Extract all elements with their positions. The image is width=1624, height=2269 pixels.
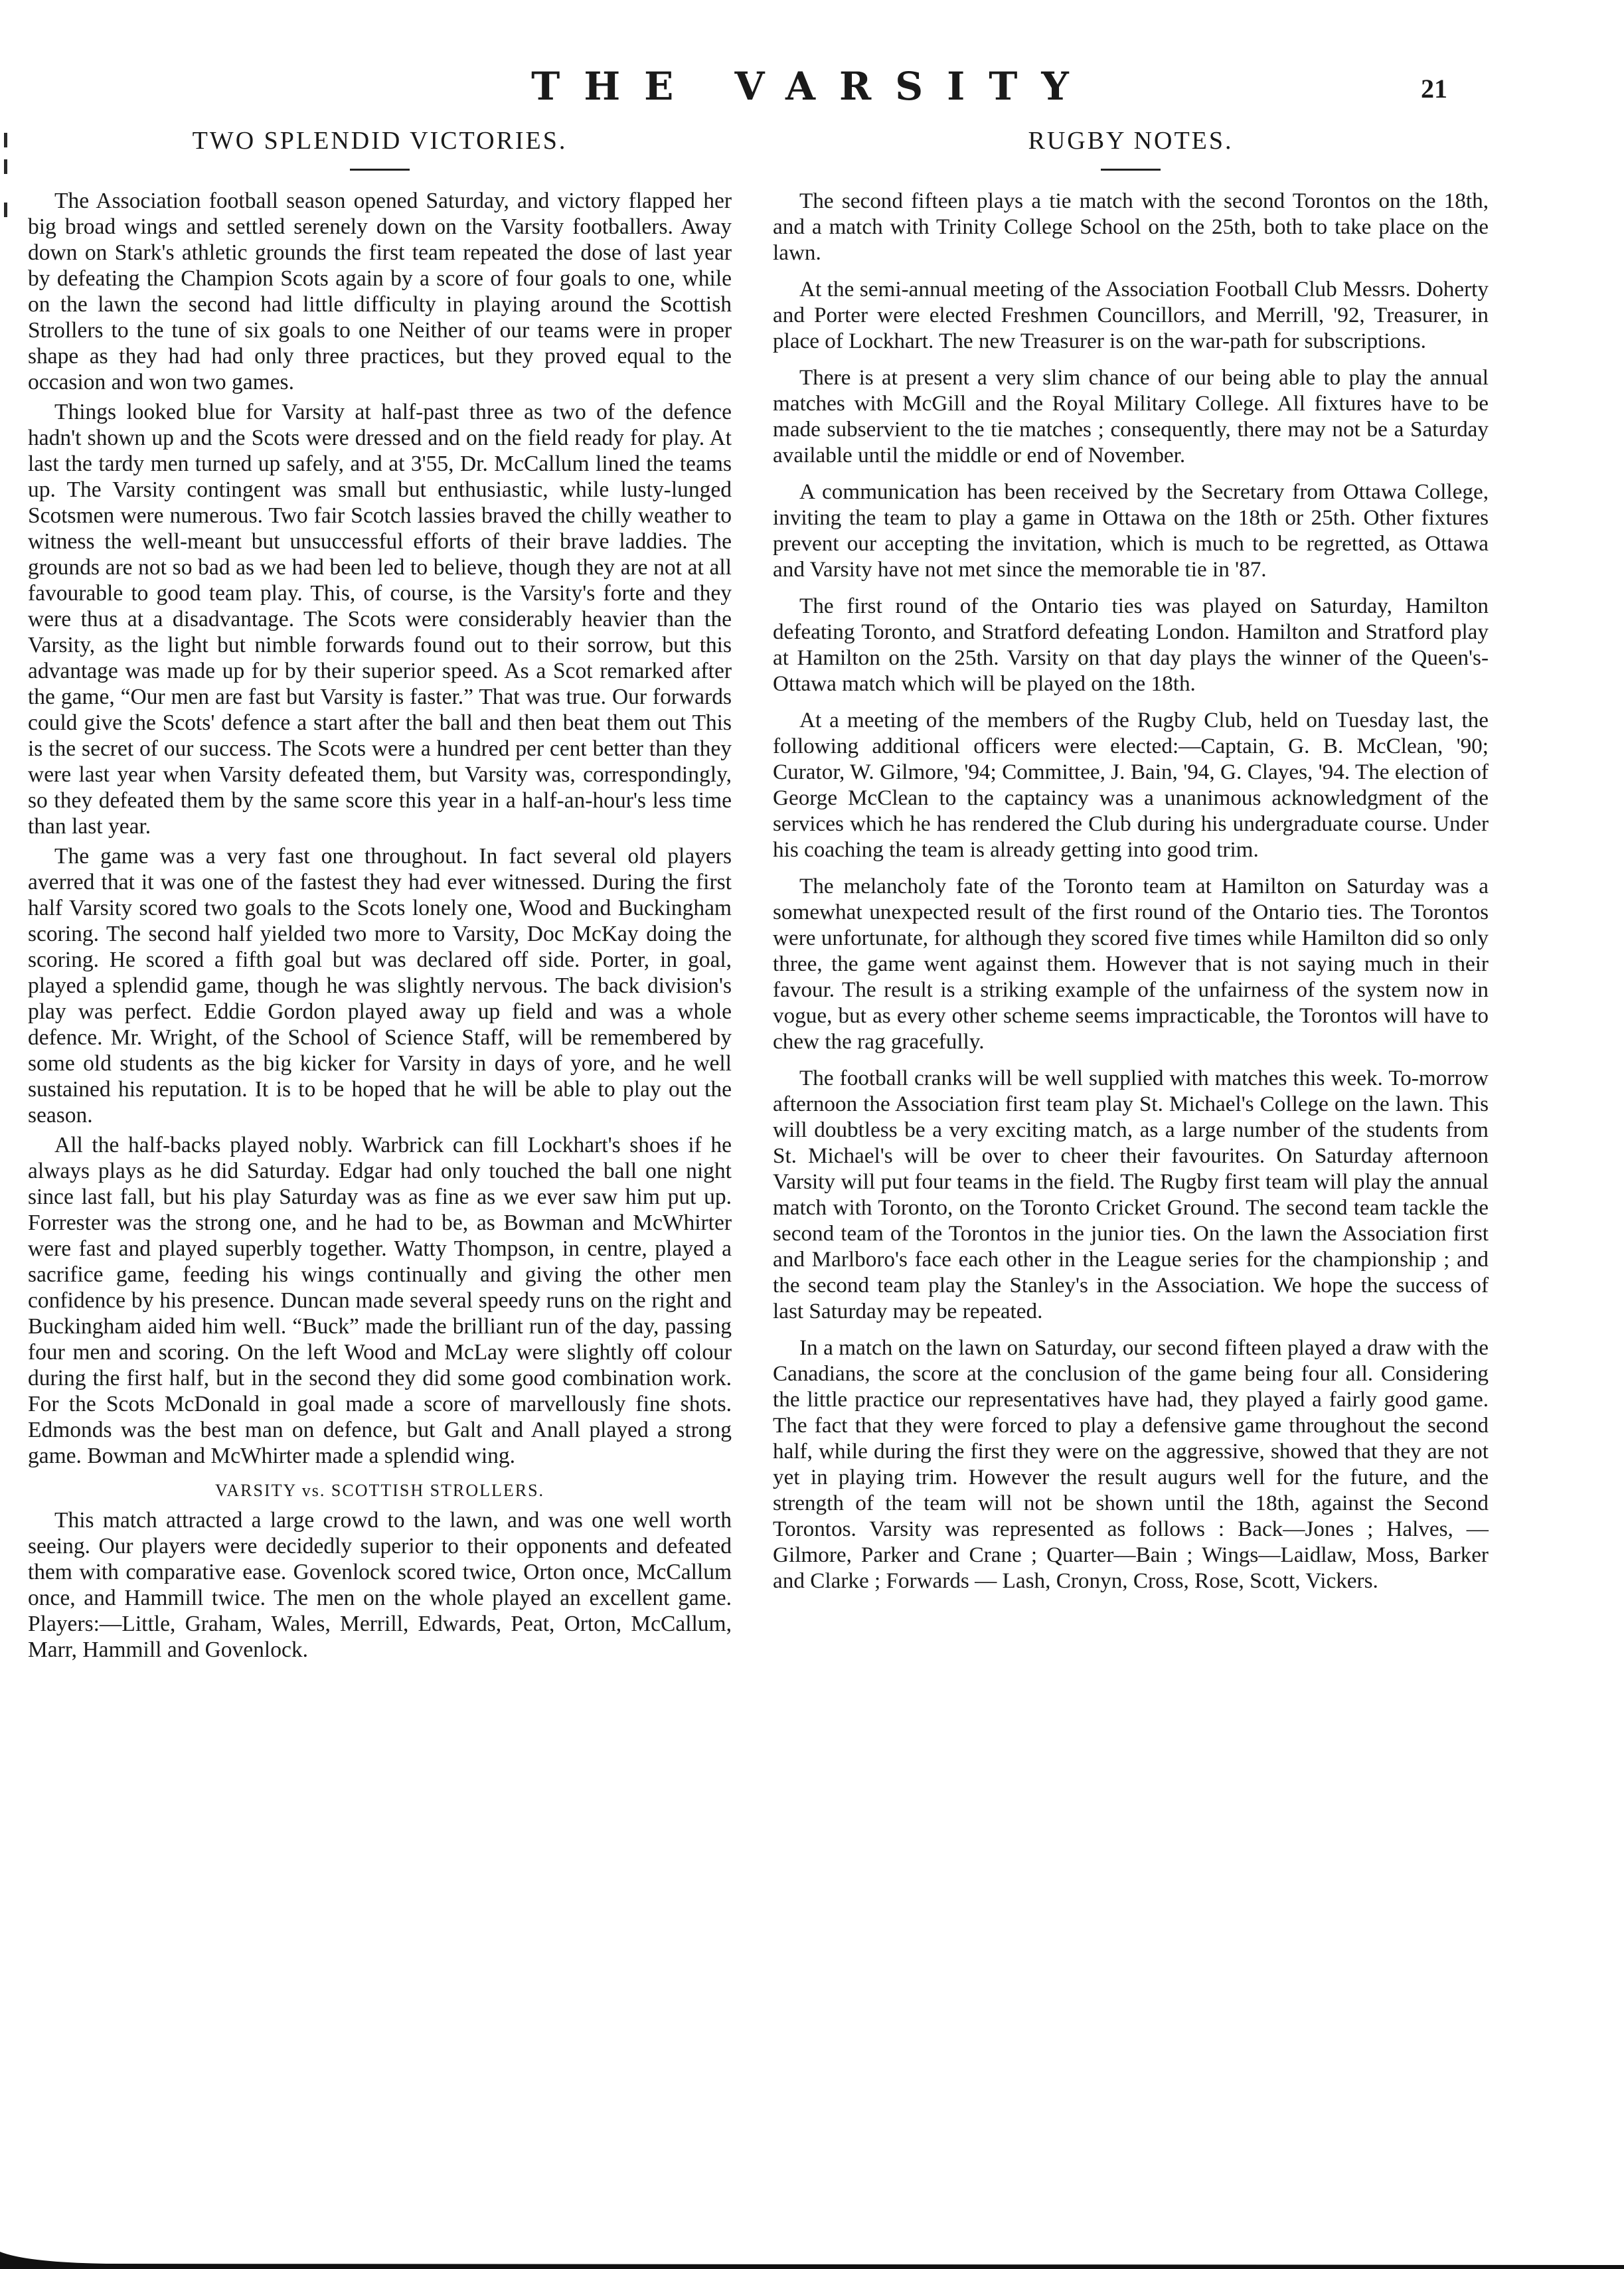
binding-edge xyxy=(0,0,17,2269)
article-heading: TWO SPLENDID VICTORIES. xyxy=(192,127,568,155)
notes-heading: RUGBY NOTES. xyxy=(1028,127,1234,155)
masthead-title: THE VARSITY xyxy=(531,64,1093,109)
edge-mark xyxy=(4,159,7,174)
match-subheading: VARSITY vs. SCOTTISH STROLLERS. xyxy=(214,1481,545,1500)
article-paragraph: Things looked blue for Varsity at half-past three as two of the defence hadn't shown up and the Scots were dressed and on the field ready for play. At last the tardy men turned up safely, and at 3'55, Dr. McCallum lined the teams up. The Varsity contingent was small but enthusiastic, while lusty-lunged Scotsmen were numerous. Two fair Scotch lassies braved the chilly weather to witness the well-meant but unsuccessful efforts of their brave laddies. The grounds are not so bad as we had been led to believe, though they are not at all favourable to good team play. This, of course, is the Varsity's forte and they were thus at a disadvantage. The Scots were considerably heavier than the Varsity, as the light but nimble forwards found out to their sorrow, but this advantage was made up for by their superior speed. As a Scot remarked after the game, “Our men are fast but Varsity is faster.” That was true. Our forwards could give the Scots' defence a start after the ball and then beat them out This is the secret of our success. The Scots were a hundred per cent better than they were last year when Varsity defeated them, but Varsity was, correspondingly, so they defeated them by the same score this year in a half-an-hour's less time than last year. xyxy=(28,400,732,839)
notes-paragraph: A communication has been received by the Secretary from Ottawa College, inviting the team to play a game in Ottawa on the 18th or 25th. Other fixtures prevent our accepting the invitation, which is much to be regretted, as Ottawa and Varsity have not met since the memorable tie in '87. xyxy=(773,479,1489,582)
edge-mark xyxy=(4,203,7,217)
heading-rule xyxy=(350,169,410,171)
notes-paragraph: At the semi-annual meeting of the Association Football Club Messrs. Doherty and Porter were elected Freshmen Councillors, and Merrill, '92, Treasurer, in place of Lockhart. The new Treasurer is on the war-path for subscriptions. xyxy=(773,277,1489,353)
left-column xyxy=(28,126,732,1667)
notes-paragraph: The first round of the Ontario ties was played on Saturday, Hamilton defeating Toronto, and Stratford defeating London. Hamilton and Stratford play at Hamilton on the 25th. Varsity on that day plays the winner of the Queen's-Ottawa match which will be played on the 18th. xyxy=(773,594,1489,696)
article-paragraph: This match attracted a large crowd to the lawn, and was one well worth seeing. Our players were decidedly superior to their opponents and defeated them with comparative ease. Govenlock scored twice, Orton once, McCallum once, and Hammill twice. The men on the whole played an excellent game. Players:—Little, Graham, Wales, Merrill, Edwards, Peat, Orton, McCallum, Marr, Hammill and Govenlock. xyxy=(28,1508,732,1662)
notes-paragraph: The melancholy fate of the Toronto team at Hamilton on Saturday was a somewhat unexpected result of the first round of the Ontario ties. The Torontos were unfortunate, for although they scored five times while Hamilton did so only three, the game went against them. However that is not saying much in their favour. The result is a striking example of the unfairness of the system now in vogue, but as every other scheme seems impracticable, the Torontos will have to chew the rag gracefully. xyxy=(773,874,1489,1054)
edge-mark xyxy=(4,133,7,147)
article-paragraph: All the half-backs played nobly. Warbrick can fill Lockhart's shoes if he always plays as he did Saturday. Edgar had only touched the ball one night since last fall, but his play Saturday was as fine as we ever saw him put up. Forrester was the strong one, and he had to be, as Bowman and McWhirter were fast and played superbly together. Watty Thompson, in centre, played a sacrifice game, feeding his wings continually and giving the other men confidence by his presence. Duncan made several speedy runs on the right and Buckingham aided him well. “Buck” made the brilliant run of the day, passing four men and scoring. On the left Wood and McLay were slightly off colour during the first half, but in the second they did some good combination work. For the Scots McDonald in goal made a score of marvellously fine shots. Edmonds was the best man on defence, but Galt and Anall played a strong game. Bowman and McWhirter made a splendid wing. xyxy=(28,1133,732,1468)
notes-paragraph: There is at present a very slim chance of our being able to play the annual matches with McGill and the Royal Military College. All fixtures have to be made subservient to the tie matches ; consequently, there may not be a Saturday available until the middle or end of November. xyxy=(773,365,1489,467)
right-column xyxy=(773,126,1489,1604)
heading-rule xyxy=(1101,169,1161,171)
notes-paragraph: The second fifteen plays a tie match with the second Torontos on the 18th, and a match with Trinity College School on the 25th, both to take place on the lawn. xyxy=(773,189,1489,265)
notes-paragraph: At a meeting of the members of the Rugby Club, held on Tuesday last, the following additional officers were elected:—Captain, G. B. McClean, '90; Curator, W. Gilmore, '94; Committee, J. Bain, '94, G. Clayes, '94. The election of George McClean to the captaincy was a unanimous acknowledgment of the services which he has rendered the Club during his undergraduate course. Under his coaching the team is already getting into good trim. xyxy=(773,708,1489,862)
article-paragraph: The game was a very fast one throughout. In fact several old players averred that it was one of the fastest they had ever witnessed. During the first half Varsity scored two goals to the Scots lonely one, Wood and Buckingham scoring. The second half yielded two more to Varsity, Doc McKay doing the scoring. He scored a fifth goal but was declared off side. Porter, in goal, played a splendid game, though he was slightly nervous. The back division's play was perfect. Eddie Gordon played away up field and was a whole defence. Mr. Wright, of the School of Science Staff, will be remembered by some old students as the big kicker for Varsity in days of yore, and he well sustained his reputation. It is to be hoped that he will be able to play out the season. xyxy=(28,844,732,1128)
notes-paragraph: In a match on the lawn on Saturday, our second fifteen played a draw with the Canadians, the score at the conclusion of the game being four all. Considering the little practice our representatives have had, they played a fairly good game. The fact that they were forced to play a defensive game throughout the second half, while during the first they were on the aggressive, showed that they are not yet in playing trim. However the result augurs well for the future, and the strength of the team will not be shown until the 18th, against the Second Torontos. Varsity was represented as follows : Back—Jones ; Halves, —Gilmore, Parker and Crane ; Quarter—Bain ; Wings—Laidlaw, Moss, Barker and Clarke ; Forwards — Lash, Cronyn, Cross, Rose, Scott, Vickers. xyxy=(773,1335,1489,1593)
article-paragraph: The Association football season opened Saturday, and victory flapped her big broad wings and settled serenely down on the Varsity footballers. Away down on Stark's athletic grounds the first team repeated the dose of last year by defeating the Champion Scots again by a score of four goals to one, while on the lawn the second had little difficulty in playing around the Scottish Strollers to the tune of six goals to one Neither of our teams were in proper shape as they had had only three practices, but they proved equal to the occasion and won two games. xyxy=(28,189,732,394)
page-number: 21 xyxy=(1421,74,1447,104)
page-curl-edge xyxy=(0,2248,1624,2269)
notes-paragraph: The football cranks will be well supplied with matches this week. To-morrow afternoon the Association first team play St. Michael's College on the lawn. This will doubtless be a very exciting match, as a large number of the students from St. Michael's will be over to cheer their favourites. On Saturday afternoon Varsity will put four teams in the field. The Rugby first team will play the annual match with Toronto, on the Toronto Cricket Ground. The second team tackle the second team of the Torontos in the junior ties. On the lawn the Association first and Marlboro's face each other in the League series for the championship ; and the second team play the Stanley's in the Association. We hope the success of last Saturday may be repeated. xyxy=(773,1066,1489,1323)
